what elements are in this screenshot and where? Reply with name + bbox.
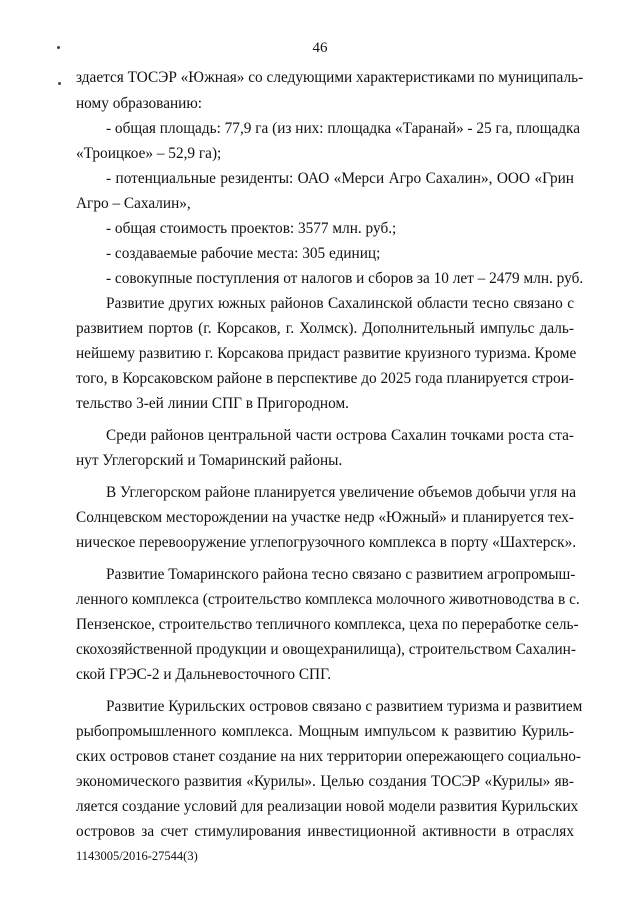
text-line: ному образованию: [76, 95, 203, 112]
scan-speck [58, 82, 61, 85]
page-number: 46 [312, 40, 328, 56]
paragraph-line: того, в Корсаковском районе в перспективе до 2025 года планируется строи- [76, 370, 574, 387]
paragraph-line: Солнцевском месторождении на участке недр «Южный» и планируется тех- [76, 509, 574, 526]
paragraph-line: ской ГРЭС-2 и Дальневосточного СПГ. [76, 666, 332, 683]
paragraph-line: ническое перевооружение углепогрузочного комплекса в порту «Шахтерск». [76, 534, 577, 551]
paragraph-line: нут Углегорский и Томаринский районы. [76, 452, 343, 469]
paragraph-line: ских островов станет создание на них территории опережающего социально- [76, 748, 582, 765]
text-line: Агро – Сахалин», [76, 195, 191, 212]
paragraph-line: островов за счет стимулирования инвестиционной активности в отраслях [76, 823, 574, 840]
paragraph-line: рыбопромышленного комплекса. Мощным импульсом к развитию Куриль- [76, 723, 574, 740]
paragraph-line: экономического развития «Курилы». Целью создания ТОСЭР «Курилы» яв- [76, 773, 574, 790]
paragraph-line: ляется создание условий для реализации новой модели развития Курильских [76, 798, 579, 815]
text-line: здается ТОСЭР «Южная» со следующими характеристиками по муниципаль- [76, 69, 584, 86]
list-item: - создаваемые рабочие места: 305 единиц; [106, 245, 381, 262]
document-code: 1143005/2016-27544(3) [76, 849, 198, 863]
paragraph-line: скохозяйственной продукции и овощехранилища), строительством Сахалин- [76, 641, 576, 658]
paragraph-line: тельство 3-ей линии СПГ в Пригородном. [76, 395, 349, 412]
paragraph-line: нейшему развитию г. Корсакова придаст развитие круизного туризма. Кроме [76, 345, 577, 362]
paragraph-line: Среди районов центральной части острова Сахалин точками роста ста- [106, 427, 574, 444]
paragraph-line: Развитие других южных районов Сахалинской области тесно связано с [106, 295, 574, 312]
text-line: «Троицкое» – 52,9 га); [76, 145, 222, 162]
paragraph-line: Развитие Томаринского района тесно связано с развитием агропромыш- [106, 566, 576, 583]
list-item: - потенциальные резиденты: ОАО «Мерси Агро Сахалин», ООО «Грин [106, 170, 574, 187]
list-item: - общая стоимость проектов: 3577 млн. руб.; [106, 220, 397, 237]
paragraph-line: Развитие Курильских островов связано с развитием туризма и развитием [106, 698, 583, 715]
list-item: - совокупные поступления от налогов и сборов за 10 лет – 2479 млн. руб. [106, 270, 584, 287]
paragraph-line: В Углегорском районе планируется увеличение объемов добычи угля на [106, 484, 576, 501]
paragraph-line: Пензенское, строительство тепличного комплекса, цеха по переработке сель- [76, 616, 579, 633]
paragraph-line: развитием портов (г. Корсаков, г. Холмск). Дополнительный импульс даль- [76, 320, 574, 337]
list-item: - общая площадь: 77,9 га (из них: площадка «Таранай» - 25 га, площадка [106, 120, 581, 137]
paragraph-line: ленного комплекса (строительство комплекса молочного животноводства в с. [76, 591, 580, 608]
